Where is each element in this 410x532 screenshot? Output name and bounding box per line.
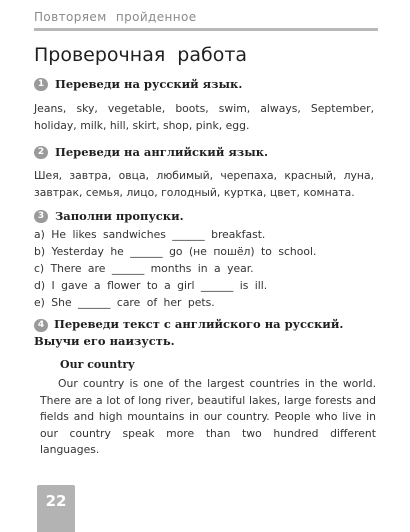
page-number: 22 <box>37 485 75 532</box>
sentence-d: d) I gave a flower to a girl ______ is ill. <box>34 279 268 292</box>
vocabulary-word: shop, <box>162 119 193 132</box>
task-1-words <box>34 100 374 134</box>
vocabulary-word: September, <box>310 102 375 115</box>
vocabulary-word: любимый, <box>156 169 214 182</box>
vocabulary-word: holiday, <box>34 119 77 132</box>
vocabulary-word: завтрак, <box>34 186 83 199</box>
task-number-badge: 4 <box>34 319 48 332</box>
vocabulary-word: egg. <box>225 119 250 132</box>
reading-title: Our country <box>60 358 135 371</box>
task-instruction: Переведи на английский язык. <box>55 145 269 159</box>
task-4-heading <box>34 316 376 350</box>
task-instruction: Заполни пропуски. <box>55 209 184 223</box>
vocabulary-word: черепаха, <box>220 169 278 182</box>
vocabulary-word: комната. <box>303 186 355 199</box>
task-number-badge: 2 <box>34 146 48 159</box>
task-1-heading <box>34 77 242 91</box>
vocabulary-word: Jeans, <box>34 102 67 115</box>
task-number-badge: 3 <box>34 210 48 223</box>
task-instruction: Переведи на русский язык. <box>55 77 243 91</box>
section-title: Повторяем пройденное <box>34 10 197 24</box>
vocabulary-word: куртка, <box>223 186 267 199</box>
task-2-heading <box>34 145 268 159</box>
vocabulary-word: sky, <box>76 102 98 115</box>
header-rule <box>34 28 378 31</box>
sentence-b: b) Yesterday he ______ go (не пошёл) to school. <box>34 245 317 258</box>
vocabulary-word: boots, <box>175 102 209 115</box>
page-title: Проверочная работа <box>34 44 248 66</box>
task-instruction: Переведи текст с английского на русский. Выучи его наизусть. <box>34 317 344 348</box>
vocabulary-word: голодный, <box>161 186 221 199</box>
vocabulary-word: Шея, <box>34 169 63 182</box>
vocabulary-word: овца, <box>118 169 150 182</box>
task-2-words <box>34 167 374 201</box>
sentence-a: a) He likes sandwiches ______ breakfast. <box>34 228 266 241</box>
vocabulary-word: завтра, <box>69 169 112 182</box>
vocabulary-word: цвет, <box>269 186 300 199</box>
vocabulary-word: skirt, <box>132 119 160 132</box>
header <box>0 0 410 40</box>
vocabulary-word: milk, <box>80 119 107 132</box>
vocabulary-word: pink, <box>195 119 223 132</box>
task-number-badge: 1 <box>34 78 48 91</box>
vocabulary-word: always, <box>260 102 301 115</box>
vocabulary-word: vegetable, <box>107 102 166 115</box>
vocabulary-word: семья, <box>85 186 123 199</box>
sentence-c: c) There are ______ months in a year. <box>34 262 254 275</box>
sentence-e: e) She ______ care of her pets. <box>34 296 215 309</box>
vocabulary-word: swim, <box>218 102 251 115</box>
vocabulary-word: hill, <box>109 119 130 132</box>
vocabulary-word: лицо, <box>126 186 158 199</box>
reading-text: Our country is one of the largest countries in the world. There are a lot of long river, beautiful lakes, large forests and fields and high mountains in our country. People who live in our country speak more than two hundred different languages. <box>40 377 376 456</box>
task-3-heading <box>34 209 184 223</box>
vocabulary-word: красный, <box>284 169 337 182</box>
vocabulary-word: луна, <box>343 169 375 182</box>
